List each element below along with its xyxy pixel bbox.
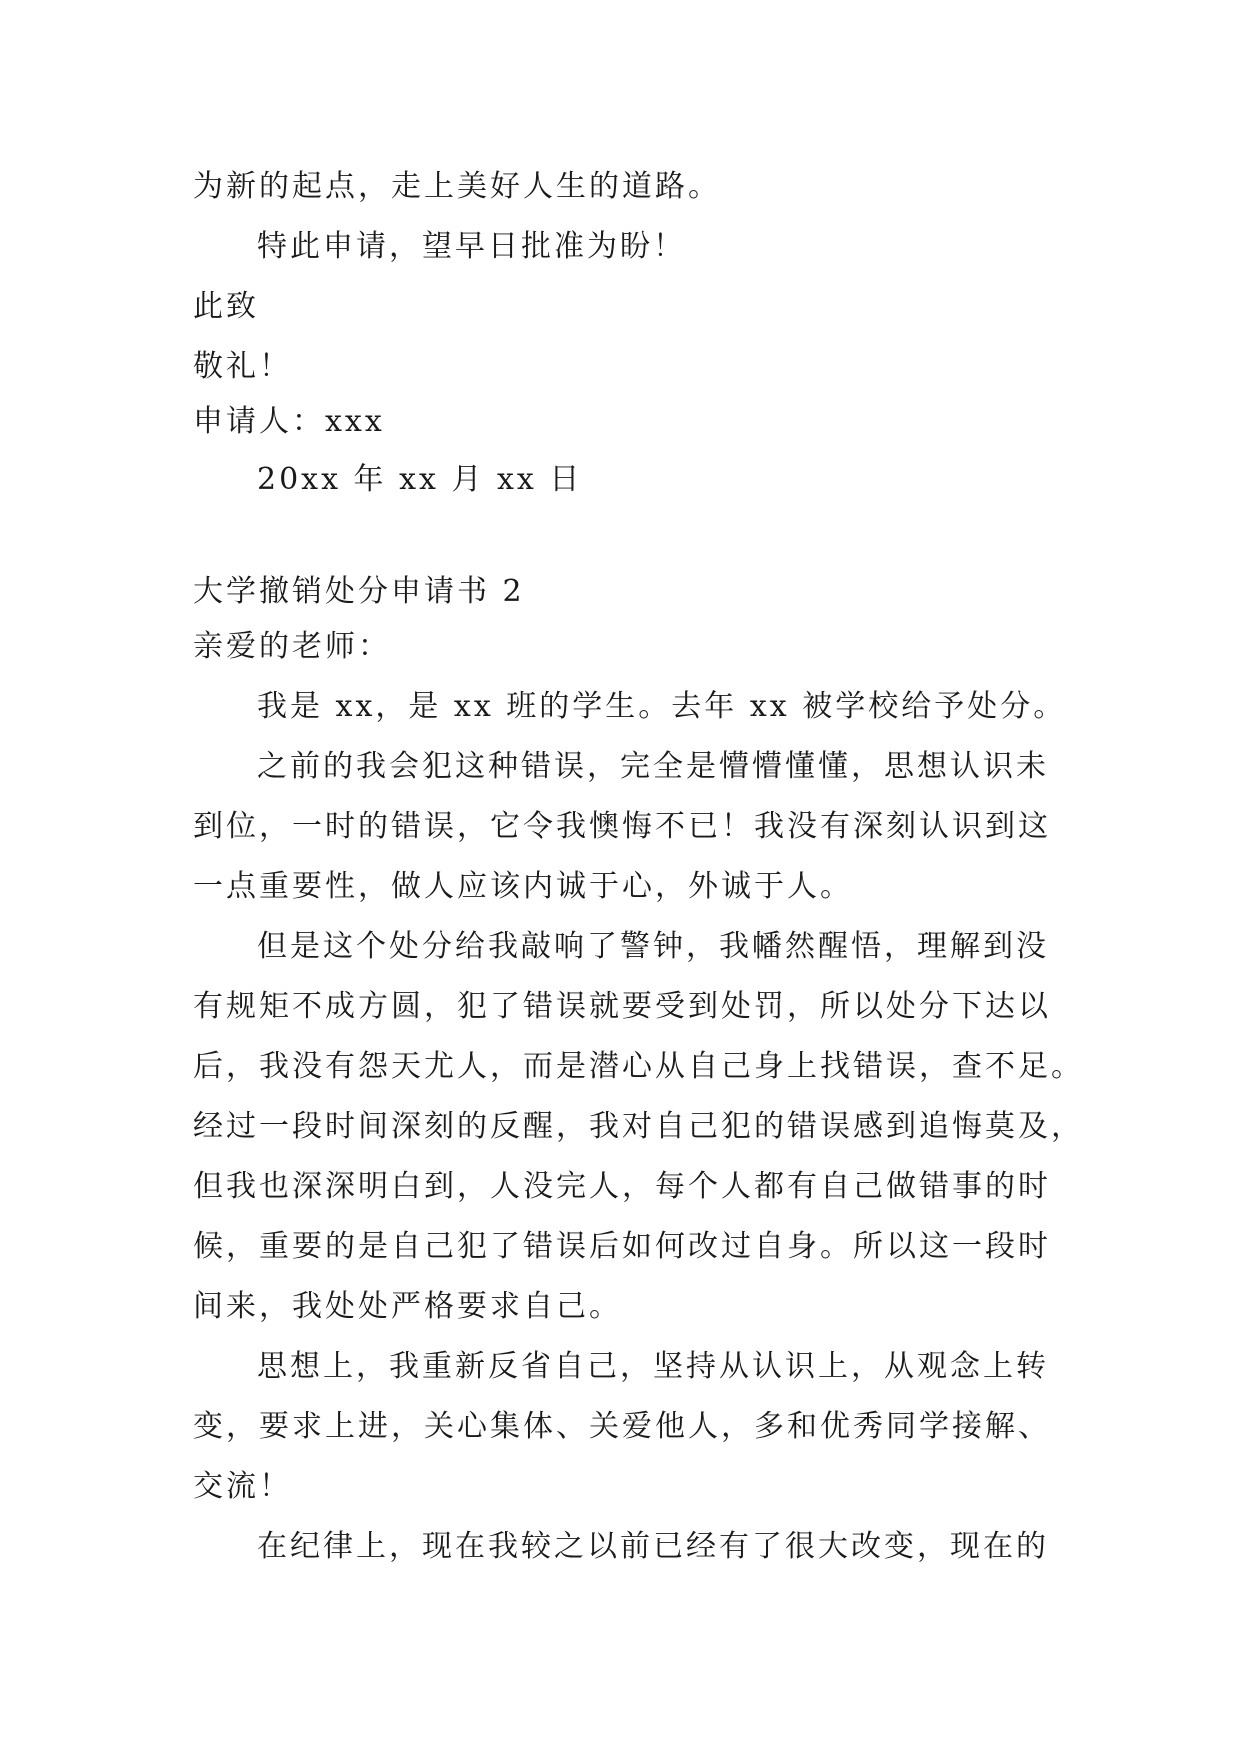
paragraph-line: 但我也深深明白到，人没完人，每个人都有自己做错事的时 xyxy=(193,1169,1051,1204)
closing-request-line: 特此申请，望早日批准为盼！ xyxy=(257,229,686,264)
applicant-signature: 申请人：xxx xyxy=(193,404,385,439)
paragraph-line: 后，我没有怨天尤人，而是潜心从自己身上找错误，查不足。 xyxy=(193,1049,1084,1084)
paragraph-line: 在纪律上，现在我较之以前已经有了很大改变，现在的 xyxy=(257,1529,1049,1564)
paragraph-line: 交流！ xyxy=(193,1469,292,1504)
paragraph-line: 经过一段时间深刻的反醒，我对自己犯的错误感到追悔莫及， xyxy=(193,1109,1084,1144)
paragraph-line: 到位，一时的错误，它令我懊悔不已！我没有深刻认识到这 xyxy=(193,809,1051,844)
greeting: 亲爱的老师： xyxy=(193,629,391,664)
paragraph-line: 一点重要性，做人应该内诚于心，外诚于人。 xyxy=(193,869,853,904)
salutation-cizhi: 此致 xyxy=(193,289,259,324)
paragraph-line: 有规矩不成方圆，犯了错误就要受到处罚，所以处分下达以 xyxy=(193,989,1051,1024)
paragraph-line: 变，要求上进，关心集体、关爱他人，多和优秀同学接解、 xyxy=(193,1409,1051,1444)
paragraph-line: 之前的我会犯这种错误，完全是懵懵懂懂，思想认识未 xyxy=(257,749,1049,784)
section-title: 大学撤销处分申请书 2 xyxy=(193,574,525,609)
paragraph-line: 思想上，我重新反省自己，坚持从认识上，从观念上转 xyxy=(257,1349,1049,1384)
salutation-jingli: 敬礼！ xyxy=(193,349,292,384)
paragraph-line: 候，重要的是自己犯了错误后如何改过自身。所以这一段时 xyxy=(193,1229,1051,1264)
date-line: 20xx 年 xx 月 xx 日 xyxy=(257,462,583,497)
paragraph-line: 我是 xx，是 xx 班的学生。去年 xx 被学校给予处分。 xyxy=(257,689,1067,724)
paragraph-line: 为新的起点，走上美好人生的道路。 xyxy=(193,169,721,204)
paragraph-line: 间来，我处处严格要求自己。 xyxy=(193,1289,622,1324)
paragraph-line: 但是这个处分给我敲响了警钟，我幡然醒悟，理解到没 xyxy=(257,929,1049,964)
